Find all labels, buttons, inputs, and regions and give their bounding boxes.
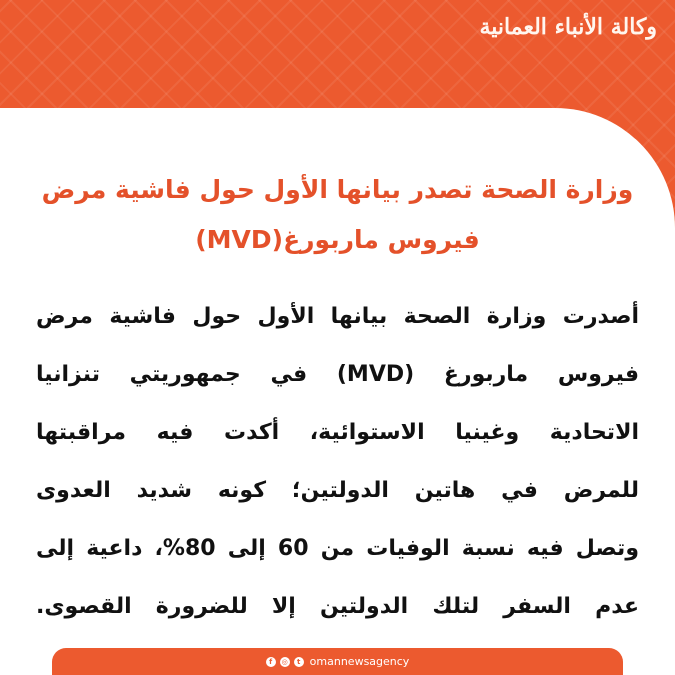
facebook-icon[interactable]: f [266,657,276,667]
footer-bar [52,648,623,675]
article-body [36,288,639,636]
title-line-1: وزارة الصحة تصدر بيانها الأول حول فاشية مرض [41,175,634,204]
body-line-6: عدم السفر لتلك الدولتين إلا للضرورة القصوى. [36,594,639,619]
agency-logo: وكالة الأنباء العمانية [479,14,657,40]
title-line-2: فيروس ماربورغ(MVD) [195,225,480,254]
article-title [40,165,635,265]
social-handle[interactable]: omannewsagency [309,655,410,668]
body-line-2: فيروس ماربورغ (MVD) في جمهوريتي تنزانيا [36,362,639,387]
body-line-5: وتصل فيه نسبة الوفيات من 60 إلى 80%، داعية إلى [36,536,639,561]
twitter-icon[interactable]: t [294,657,304,667]
body-line-1: أصدرت وزارة الصحة بيانها الأول حول فاشية مرض [36,304,639,329]
body-line-3: الاتحادية وغينيا الاستوائية، أكدت فيه مراقبتها [36,420,639,445]
body-line-4: للمرض في هاتين الدولتين؛ كونه شديد العدوى [36,478,639,503]
instagram-icon[interactable]: ◎ [281,657,288,666]
